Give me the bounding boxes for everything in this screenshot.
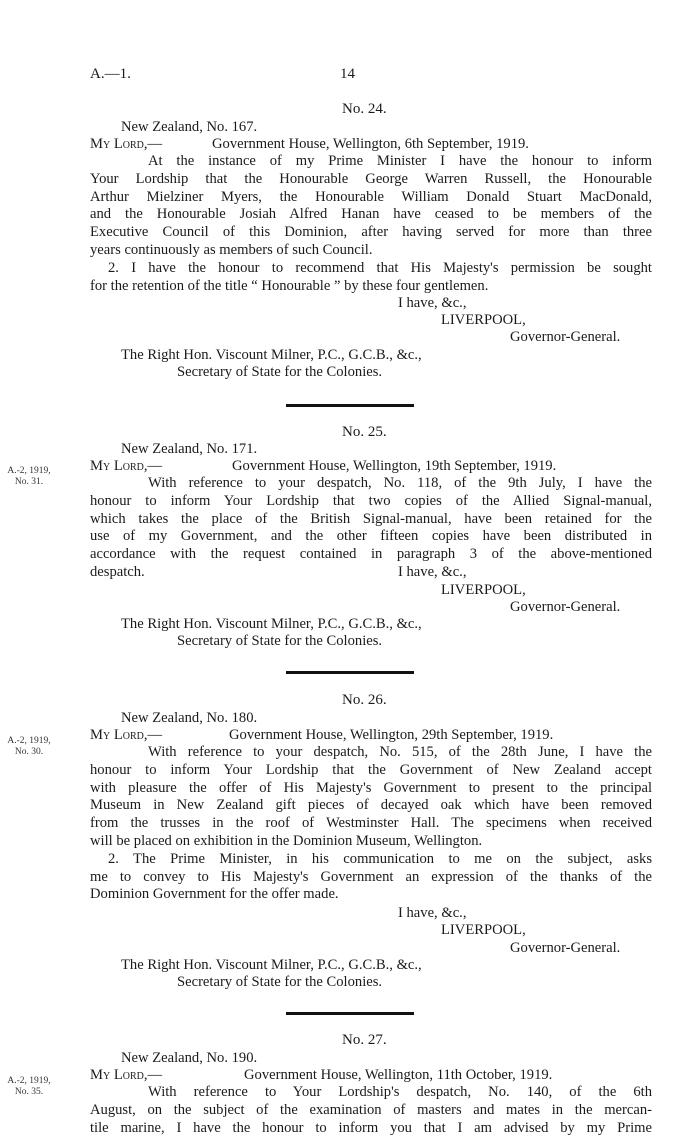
margin-reference-line: A.-2, 1919, bbox=[7, 736, 51, 746]
body-line: with pleasure the offer of His Majesty's Government to present to the principal bbox=[90, 779, 652, 796]
salutation: My Lord,— bbox=[90, 458, 163, 474]
body-line: 2. The Prime Minister, in his communication to me on the subject, asks bbox=[108, 850, 652, 867]
signature: LIVERPOOL, bbox=[441, 922, 526, 938]
body-line: honour to inform Your Lordship that two copies of the Allied Signal-manual, bbox=[90, 492, 652, 509]
salutation: My Lord,— bbox=[90, 1067, 163, 1083]
body-line: use of my Government, and the other fifteen copies have been distributed in bbox=[90, 528, 652, 545]
body-line: and the Honourable Josiah Alfred Hanan have ceased to be members of the bbox=[90, 206, 652, 223]
addressee-title: Secretary of State for the Colonies. bbox=[177, 633, 383, 649]
body-line: will be placed on exhibition in the Dominion Museum, Wellington. bbox=[90, 832, 483, 849]
addressee: The Right Hon. Viscount Milner, P.C., G.C.B., &c., bbox=[121, 957, 422, 973]
body-line: which takes the place of the British Signal-manual, have been retained for the bbox=[90, 510, 652, 527]
margin-reference bbox=[6, 466, 52, 488]
letter-number: No. 25. bbox=[342, 424, 387, 440]
signature-title: Governor-General. bbox=[510, 599, 621, 615]
body-line: With reference to your despatch, No. 515, of the 28th June, I have the bbox=[148, 744, 652, 760]
body-line: With reference to Your Lordship's despatch, No. 140, of the 6th bbox=[148, 1084, 652, 1100]
document-ref: A.—1. bbox=[90, 66, 131, 82]
letter-body bbox=[90, 1084, 652, 1137]
margin-reference-line: A.-2, 1919, bbox=[7, 466, 51, 476]
margin-reference-line: No. 30. bbox=[14, 747, 44, 757]
body-line: accordance with the request contained in paragraph 3 of the above-mentioned bbox=[90, 546, 652, 563]
body-line: for the retention of the title “ Honourable ” by these four gentlemen. bbox=[90, 277, 489, 294]
dateline: Government House, Wellington, 6th September, 1919. bbox=[212, 136, 529, 152]
signature-title: Governor-General. bbox=[510, 329, 621, 345]
body-line: despatch. bbox=[90, 563, 145, 580]
dateline: Government House, Wellington, 11th October, 1919. bbox=[244, 1067, 553, 1083]
body-line: years continuously as members of such Council. bbox=[90, 241, 373, 258]
letter-body bbox=[90, 744, 652, 904]
dateline: Government House, Wellington, 19th September, 1919. bbox=[232, 458, 557, 474]
closing: I have, &c., bbox=[398, 564, 467, 580]
letter-origin: New Zealand, No. 171. bbox=[121, 441, 258, 457]
closing: I have, &c., bbox=[398, 905, 467, 921]
body-line: from the trusses in the roof of Westminster Hall. The specimens when received bbox=[90, 815, 652, 832]
letter-number: No. 26. bbox=[342, 692, 387, 708]
addressee-title: Secretary of State for the Colonies. bbox=[177, 974, 383, 990]
section-divider bbox=[286, 404, 414, 407]
body-line: Your Lordship that the Honourable George Warren Russell, the Honourable bbox=[90, 170, 652, 187]
body-line: Executive Council of this Dominion, after having served for more than three bbox=[90, 224, 652, 241]
letter-origin: New Zealand, No. 190. bbox=[121, 1050, 258, 1066]
body-line: At the instance of my Prime Minister I have the honour to inform bbox=[148, 153, 652, 169]
dateline: Government House, Wellington, 29th September, 1919. bbox=[229, 727, 554, 743]
salutation: My Lord,— bbox=[90, 727, 163, 743]
body-line: 2. I have the honour to recommend that His Majesty's permission be sought bbox=[108, 259, 652, 276]
body-line: With reference to your despatch, No. 118, of the 9th July, I have the bbox=[148, 475, 652, 491]
signature-title: Governor-General. bbox=[510, 940, 621, 956]
closing: I have, &c., bbox=[398, 295, 467, 311]
margin-reference bbox=[6, 736, 52, 758]
body-line: honour to inform Your Lordship that the Government of New Zealand accept bbox=[90, 761, 652, 778]
margin-reference-line: No. 35. bbox=[14, 1087, 44, 1097]
page-number: 14 bbox=[340, 66, 355, 82]
body-line: August, on the subject of the examination of masters and mates in the mercan- bbox=[90, 1101, 652, 1118]
letter-origin: New Zealand, No. 167. bbox=[121, 119, 258, 135]
body-line: Dominion Government for the offer made. bbox=[90, 886, 339, 903]
addressee: The Right Hon. Viscount Milner, P.C., G.C.B., &c., bbox=[121, 347, 422, 363]
section-divider bbox=[286, 1012, 414, 1015]
addressee-title: Secretary of State for the Colonies. bbox=[177, 364, 383, 380]
body-line: Arthur Mielziner Myers, the Honourable William Donald Stuart MacDonald, bbox=[90, 188, 652, 205]
signature: LIVERPOOL, bbox=[441, 582, 526, 598]
addressee: The Right Hon. Viscount Milner, P.C., G.C.B., &c., bbox=[121, 616, 422, 632]
section-divider bbox=[286, 671, 414, 674]
letter-origin: New Zealand, No. 180. bbox=[121, 710, 258, 726]
letter-body bbox=[90, 153, 652, 295]
letter-number: No. 27. bbox=[342, 1032, 387, 1048]
margin-reference bbox=[6, 1076, 52, 1098]
salutation: My Lord,— bbox=[90, 136, 163, 152]
margin-reference-line: No. 31. bbox=[14, 477, 44, 487]
letter-number: No. 24. bbox=[342, 101, 387, 117]
body-line: me to convey to His Majesty's Government an expression of the thanks of the bbox=[90, 868, 652, 885]
margin-reference-line: A.-2, 1919, bbox=[7, 1076, 51, 1086]
body-line: tile marine, I have the honour to inform you that I am advised by my Prime bbox=[90, 1119, 652, 1136]
letter-body bbox=[90, 475, 652, 582]
signature: LIVERPOOL, bbox=[441, 312, 526, 328]
body-line: Museum in New Zealand gift pieces of decayed oak which have been removed bbox=[90, 797, 652, 814]
